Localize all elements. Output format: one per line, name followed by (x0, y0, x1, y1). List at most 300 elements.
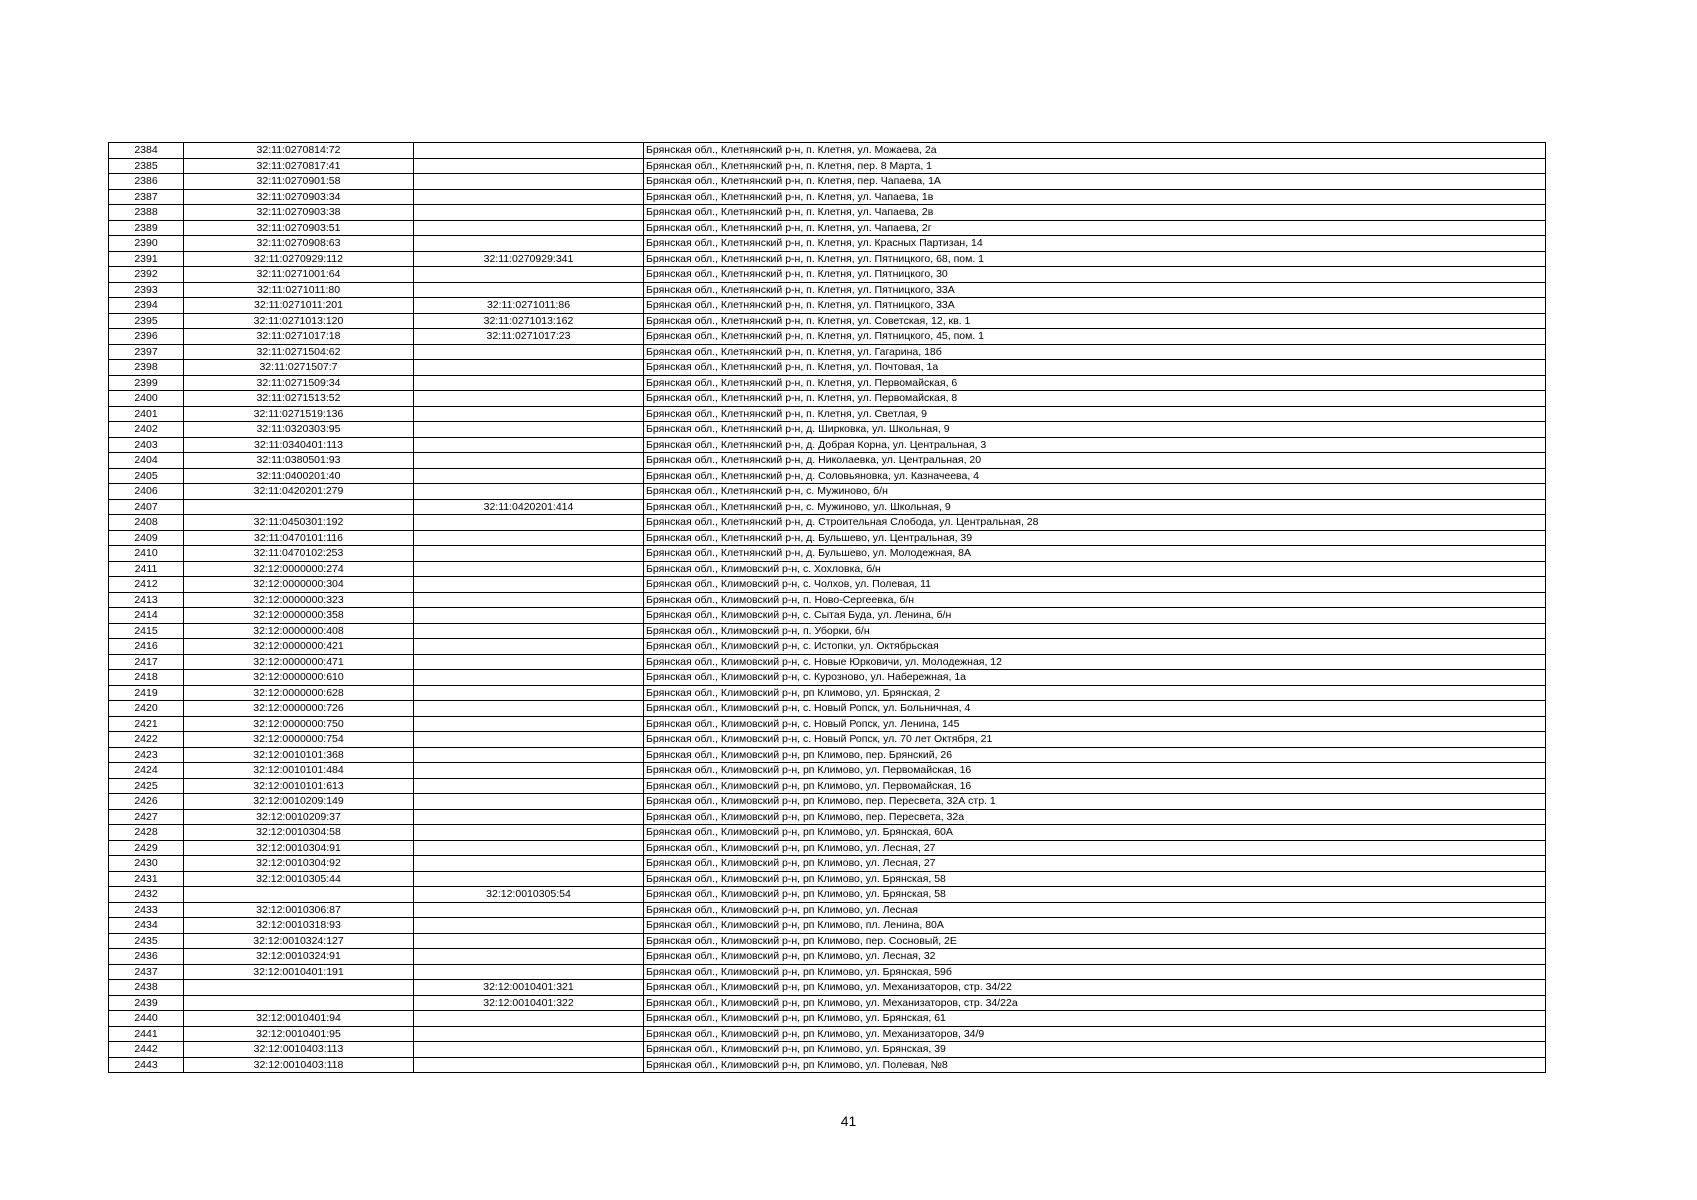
building-cadastral-number-cell (414, 515, 644, 531)
table-row (109, 391, 1546, 407)
address-cell: Брянская обл., Климовский р-н, рп Климово, пер. Пересвета, 32а (644, 809, 1546, 825)
table-row (109, 158, 1546, 174)
cadastral-number-cell: 32:11:0270903:51 (184, 220, 414, 236)
table-row (109, 453, 1546, 469)
building-cadastral-number-cell (414, 468, 644, 484)
cadastral-number-cell: 32:11:0271011:201 (184, 298, 414, 314)
table-row (109, 143, 1546, 159)
cadastral-number-cell: 32:12:0010324:127 (184, 933, 414, 949)
table-row (109, 561, 1546, 577)
address-cell: Брянская обл., Климовский р-н, рп Климово, ул. Брянская, 58 (644, 871, 1546, 887)
row-number-cell: 2439 (109, 995, 184, 1011)
table-row (109, 406, 1546, 422)
row-number-cell: 2435 (109, 933, 184, 949)
table-row (109, 654, 1546, 670)
cadastral-number-cell: 32:12:0010324:91 (184, 949, 414, 965)
row-number-cell: 2426 (109, 794, 184, 810)
cadastral-number-cell: 32:11:0270817:41 (184, 158, 414, 174)
cadastral-number-cell: 32:12:0010401:191 (184, 964, 414, 980)
cadastral-number-cell: 32:12:0010304:92 (184, 856, 414, 872)
address-cell: Брянская обл., Клетнянский р-н, п. Клетня, ул. Можаева, 2а (644, 143, 1546, 159)
address-cell: Брянская обл., Климовский р-н, рп Климово, ул. Лесная, 27 (644, 840, 1546, 856)
address-cell: Брянская обл., Климовский р-н, рп Климово, ул. Брянская, 61 (644, 1011, 1546, 1027)
row-number-cell: 2440 (109, 1011, 184, 1027)
table-row (109, 530, 1546, 546)
address-cell: Брянская обл., Климовский р-н, рп Климово, пер. Брянский, 26 (644, 747, 1546, 763)
row-number-cell: 2420 (109, 701, 184, 717)
building-cadastral-number-cell (414, 670, 644, 686)
property-table (108, 142, 1546, 1073)
row-number-cell: 2425 (109, 778, 184, 794)
row-number-cell: 2412 (109, 577, 184, 593)
building-cadastral-number-cell (414, 747, 644, 763)
building-cadastral-number-cell (414, 220, 644, 236)
row-number-cell: 2414 (109, 608, 184, 624)
building-cadastral-number-cell (414, 763, 644, 779)
row-number-cell: 2437 (109, 964, 184, 980)
building-cadastral-number-cell (414, 453, 644, 469)
building-cadastral-number-cell: 32:11:0271017:23 (414, 329, 644, 345)
table-row (109, 344, 1546, 360)
building-cadastral-number-cell (414, 1042, 644, 1058)
building-cadastral-number-cell: 32:12:0010305:54 (414, 887, 644, 903)
row-number-cell: 2393 (109, 282, 184, 298)
building-cadastral-number-cell (414, 701, 644, 717)
cadastral-number-cell: 32:12:0010101:484 (184, 763, 414, 779)
building-cadastral-number-cell (414, 577, 644, 593)
table-row (109, 794, 1546, 810)
address-cell: Брянская обл., Климовский р-н, рп Климово, ул. Первомайская, 16 (644, 763, 1546, 779)
building-cadastral-number-cell: 32:11:0270929:341 (414, 251, 644, 267)
row-number-cell: 2416 (109, 639, 184, 655)
row-number-cell: 2399 (109, 375, 184, 391)
cadastral-number-cell: 32:11:0400201:40 (184, 468, 414, 484)
address-cell: Брянская обл., Клетнянский р-н, п. Клетня, пер. 8 Марта, 1 (644, 158, 1546, 174)
cadastral-number-cell: 32:12:0000000:304 (184, 577, 414, 593)
building-cadastral-number-cell (414, 267, 644, 283)
address-cell: Брянская обл., Клетнянский р-н, п. Клетня, ул. Чапаева, 2г (644, 220, 1546, 236)
table-row (109, 856, 1546, 872)
table-row (109, 515, 1546, 531)
address-cell: Брянская обл., Клетнянский р-н, д. Строительная Слобода, ул. Центральная, 28 (644, 515, 1546, 531)
cadastral-number-cell: 32:12:0010306:87 (184, 902, 414, 918)
cadastral-number-cell: 32:12:0010209:37 (184, 809, 414, 825)
cadastral-number-cell: 32:12:0000000:408 (184, 623, 414, 639)
address-cell: Брянская обл., Климовский р-н, п. Ново-Сергеевка, б/н (644, 592, 1546, 608)
address-cell: Брянская обл., Клетнянский р-н, п. Клетня, ул. Пятницкого, 33А (644, 298, 1546, 314)
address-cell: Брянская обл., Климовский р-н, с. Хохловка, б/н (644, 561, 1546, 577)
table-row (109, 949, 1546, 965)
address-cell: Брянская обл., Климовский р-н, рп Климово, пл. Ленина, 80А (644, 918, 1546, 934)
building-cadastral-number-cell: 32:11:0420201:414 (414, 499, 644, 515)
building-cadastral-number-cell (414, 840, 644, 856)
row-number-cell: 2419 (109, 685, 184, 701)
table-row (109, 763, 1546, 779)
page-number: 41 (840, 1113, 857, 1129)
table-row (109, 871, 1546, 887)
building-cadastral-number-cell (414, 158, 644, 174)
cadastral-number-cell: 32:11:0271017:18 (184, 329, 414, 345)
table-row (109, 701, 1546, 717)
building-cadastral-number-cell (414, 825, 644, 841)
cadastral-number-cell: 32:12:0000000:323 (184, 592, 414, 608)
cadastral-number-cell: 32:11:0270908:63 (184, 236, 414, 252)
table-row (109, 577, 1546, 593)
row-number-cell: 2385 (109, 158, 184, 174)
building-cadastral-number-cell (414, 546, 644, 562)
row-number-cell: 2408 (109, 515, 184, 531)
building-cadastral-number-cell: 32:11:0271011:86 (414, 298, 644, 314)
building-cadastral-number-cell: 32:12:0010401:322 (414, 995, 644, 1011)
cadastral-number-cell: 32:11:0271011:80 (184, 282, 414, 298)
cadastral-number-cell: 32:11:0270903:34 (184, 189, 414, 205)
cadastral-number-cell: 32:12:0010403:118 (184, 1057, 414, 1073)
building-cadastral-number-cell: 32:11:0271013:162 (414, 313, 644, 329)
row-number-cell: 2433 (109, 902, 184, 918)
address-cell: Брянская обл., Клетнянский р-н, д. Соловьяновка, ул. Казначеева, 4 (644, 468, 1546, 484)
address-cell: Брянская обл., Климовский р-н, рп Климово, ул. Полевая, №8 (644, 1057, 1546, 1073)
address-cell: Брянская обл., Клетнянский р-н, п. Клетня, ул. Красных Партизан, 14 (644, 236, 1546, 252)
table-row (109, 809, 1546, 825)
building-cadastral-number-cell (414, 623, 644, 639)
building-cadastral-number-cell (414, 716, 644, 732)
table-row (109, 902, 1546, 918)
cadastral-number-cell: 32:12:0010401:95 (184, 1026, 414, 1042)
row-number-cell: 2428 (109, 825, 184, 841)
cadastral-number-cell (184, 980, 414, 996)
row-number-cell: 2391 (109, 251, 184, 267)
address-cell: Брянская обл., Климовский р-н, с. Сытая Буда, ул. Ленина, б/н (644, 608, 1546, 624)
address-cell: Брянская обл., Клетнянский р-н, п. Клетня, ул. Чапаева, 1в (644, 189, 1546, 205)
cadastral-number-cell: 32:12:0000000:726 (184, 701, 414, 717)
row-number-cell: 2421 (109, 716, 184, 732)
cadastral-number-cell: 32:12:0010403:113 (184, 1042, 414, 1058)
table-row (109, 825, 1546, 841)
cadastral-number-cell: 32:11:0271001:64 (184, 267, 414, 283)
cadastral-number-cell: 32:11:0271013:120 (184, 313, 414, 329)
building-cadastral-number-cell (414, 205, 644, 221)
row-number-cell: 2442 (109, 1042, 184, 1058)
building-cadastral-number-cell (414, 654, 644, 670)
building-cadastral-number-cell (414, 530, 644, 546)
building-cadastral-number-cell (414, 1011, 644, 1027)
row-number-cell: 2403 (109, 437, 184, 453)
cadastral-number-cell: 32:11:0270929:112 (184, 251, 414, 267)
cadastral-number-cell (184, 887, 414, 903)
cadastral-number-cell: 32:12:0000000:358 (184, 608, 414, 624)
row-number-cell: 2422 (109, 732, 184, 748)
address-cell: Брянская обл., Клетнянский р-н, п. Клетня, ул. Гагарина, 18б (644, 344, 1546, 360)
cadastral-number-cell: 32:11:0271507:7 (184, 360, 414, 376)
row-number-cell: 2441 (109, 1026, 184, 1042)
building-cadastral-number-cell (414, 561, 644, 577)
table-row (109, 685, 1546, 701)
address-cell: Брянская обл., Клетнянский р-н, с. Мужиново, ул. Школьная, 9 (644, 499, 1546, 515)
cadastral-number-cell: 32:12:0000000:421 (184, 639, 414, 655)
address-cell: Брянская обл., Клетнянский р-н, п. Клетня, ул. Пятницкого, 33А (644, 282, 1546, 298)
address-cell: Брянская обл., Климовский р-н, с. Курозново, ул. Набережная, 1а (644, 670, 1546, 686)
table-row (109, 546, 1546, 562)
address-cell: Брянская обл., Климовский р-н, с. Истопки, ул. Октябрьская (644, 639, 1546, 655)
building-cadastral-number-cell (414, 639, 644, 655)
address-cell: Брянская обл., Климовский р-н, рп Климово, ул. Механизаторов, 34/9 (644, 1026, 1546, 1042)
row-number-cell: 2409 (109, 530, 184, 546)
row-number-cell: 2431 (109, 871, 184, 887)
address-cell: Брянская обл., Климовский р-н, рп Климово, ул. Брянская, 2 (644, 685, 1546, 701)
row-number-cell: 2395 (109, 313, 184, 329)
building-cadastral-number-cell (414, 143, 644, 159)
cadastral-number-cell: 32:12:0000000:471 (184, 654, 414, 670)
table-row (109, 437, 1546, 453)
building-cadastral-number-cell (414, 189, 644, 205)
row-number-cell: 2396 (109, 329, 184, 345)
address-cell: Брянская обл., Климовский р-н, рп Климово, пер. Пересвета, 32А стр. 1 (644, 794, 1546, 810)
table-row (109, 778, 1546, 794)
address-cell: Брянская обл., Климовский р-н, рп Климово, ул. Брянская, 58 (644, 887, 1546, 903)
address-cell: Брянская обл., Клетнянский р-н, п. Клетня, ул. Чапаева, 2в (644, 205, 1546, 221)
row-number-cell: 2407 (109, 499, 184, 515)
building-cadastral-number-cell (414, 902, 644, 918)
row-number-cell: 2415 (109, 623, 184, 639)
table-row (109, 964, 1546, 980)
building-cadastral-number-cell (414, 484, 644, 500)
address-cell: Брянская обл., Клетнянский р-н, д. Бульшево, ул. Центральная, 39 (644, 530, 1546, 546)
building-cadastral-number-cell (414, 608, 644, 624)
building-cadastral-number-cell (414, 856, 644, 872)
address-cell: Брянская обл., Клетнянский р-н, п. Клетня, ул. Советская, 12, кв. 1 (644, 313, 1546, 329)
cadastral-number-cell: 32:11:0270903:38 (184, 205, 414, 221)
address-cell: Брянская обл., Клетнянский р-н, д. Бульшево, ул. Молодежная, 8А (644, 546, 1546, 562)
row-number-cell: 2413 (109, 592, 184, 608)
building-cadastral-number-cell (414, 778, 644, 794)
cadastral-number-cell: 32:11:0270901:58 (184, 174, 414, 190)
table-row (109, 422, 1546, 438)
building-cadastral-number-cell (414, 964, 644, 980)
address-cell: Брянская обл., Клетнянский р-н, п. Клетня, ул. Пятницкого, 68, пом. 1 (644, 251, 1546, 267)
cadastral-number-cell (184, 499, 414, 515)
table-row (109, 189, 1546, 205)
cadastral-number-cell: 32:11:0320303:95 (184, 422, 414, 438)
row-number-cell: 2404 (109, 453, 184, 469)
address-cell: Брянская обл., Клетнянский р-н, д. Ширковка, ул. Школьная, 9 (644, 422, 1546, 438)
building-cadastral-number-cell (414, 375, 644, 391)
table-row (109, 747, 1546, 763)
table-row (109, 329, 1546, 345)
table-row (109, 592, 1546, 608)
cadastral-number-cell: 32:11:0470101:116 (184, 530, 414, 546)
table-row (109, 840, 1546, 856)
table-row (109, 484, 1546, 500)
table-row (109, 623, 1546, 639)
address-cell: Брянская обл., Климовский р-н, с. Новый Ропск, ул. Больничная, 4 (644, 701, 1546, 717)
building-cadastral-number-cell (414, 871, 644, 887)
row-number-cell: 2392 (109, 267, 184, 283)
building-cadastral-number-cell (414, 592, 644, 608)
building-cadastral-number-cell (414, 809, 644, 825)
row-number-cell: 2389 (109, 220, 184, 236)
row-number-cell: 2427 (109, 809, 184, 825)
cadastral-number-cell: 32:12:0000000:754 (184, 732, 414, 748)
building-cadastral-number-cell: 32:12:0010401:321 (414, 980, 644, 996)
table-row (109, 980, 1546, 996)
building-cadastral-number-cell (414, 918, 644, 934)
address-cell: Брянская обл., Климовский р-н, рп Климово, ул. Брянская, 39 (644, 1042, 1546, 1058)
cadastral-number-cell: 32:12:0000000:750 (184, 716, 414, 732)
cadastral-number-cell: 32:11:0271504:62 (184, 344, 414, 360)
cadastral-number-cell: 32:12:0010209:149 (184, 794, 414, 810)
cadastral-number-cell: 32:11:0271519:136 (184, 406, 414, 422)
address-cell: Брянская обл., Климовский р-н, рп Климово, ул. Первомайская, 16 (644, 778, 1546, 794)
table-row (109, 468, 1546, 484)
row-number-cell: 2424 (109, 763, 184, 779)
cadastral-number-cell: 32:12:0010401:94 (184, 1011, 414, 1027)
building-cadastral-number-cell (414, 360, 644, 376)
row-number-cell: 2432 (109, 887, 184, 903)
building-cadastral-number-cell (414, 1057, 644, 1073)
row-number-cell: 2384 (109, 143, 184, 159)
cadastral-number-cell: 32:12:0000000:628 (184, 685, 414, 701)
table-row (109, 499, 1546, 515)
table-row (109, 933, 1546, 949)
row-number-cell: 2411 (109, 561, 184, 577)
cadastral-number-cell: 32:12:0010101:368 (184, 747, 414, 763)
row-number-cell: 2430 (109, 856, 184, 872)
table-row (109, 205, 1546, 221)
building-cadastral-number-cell (414, 344, 644, 360)
building-cadastral-number-cell (414, 174, 644, 190)
address-cell: Брянская обл., Климовский р-н, с. Новый Ропск, ул. 70 лет Октября, 21 (644, 732, 1546, 748)
table-row (109, 282, 1546, 298)
table-row (109, 732, 1546, 748)
row-number-cell: 2405 (109, 468, 184, 484)
building-cadastral-number-cell (414, 406, 644, 422)
table-row (109, 1057, 1546, 1073)
row-number-cell: 2390 (109, 236, 184, 252)
row-number-cell: 2400 (109, 391, 184, 407)
building-cadastral-number-cell (414, 732, 644, 748)
cadastral-number-cell: 32:11:0270814:72 (184, 143, 414, 159)
table-row (109, 375, 1546, 391)
table-row (109, 313, 1546, 329)
address-cell: Брянская обл., Климовский р-н, с. Новый Ропск, ул. Ленина, 145 (644, 716, 1546, 732)
address-cell: Брянская обл., Клетнянский р-н, п. Клетня, ул. Пятницкого, 45, пом. 1 (644, 329, 1546, 345)
row-number-cell: 2398 (109, 360, 184, 376)
address-cell: Брянская обл., Климовский р-н, рп Климово, ул. Брянская, 59б (644, 964, 1546, 980)
address-cell: Брянская обл., Клетнянский р-н, с. Мужиново, б/н (644, 484, 1546, 500)
cadastral-number-cell: 32:12:0010305:44 (184, 871, 414, 887)
row-number-cell: 2406 (109, 484, 184, 500)
address-cell: Брянская обл., Климовский р-н, рп Климово, ул. Лесная, 27 (644, 856, 1546, 872)
row-number-cell: 2434 (109, 918, 184, 934)
table-row (109, 918, 1546, 934)
table-row (109, 267, 1546, 283)
building-cadastral-number-cell (414, 391, 644, 407)
address-cell: Брянская обл., Клетнянский р-н, п. Клетня, ул. Первомайская, 8 (644, 391, 1546, 407)
table-row (109, 887, 1546, 903)
table-row (109, 716, 1546, 732)
building-cadastral-number-cell (414, 794, 644, 810)
cadastral-number-cell: 32:11:0470102:253 (184, 546, 414, 562)
address-cell: Брянская обл., Климовский р-н, с. Новые Юрковичи, ул. Молодежная, 12 (644, 654, 1546, 670)
table-row (109, 1026, 1546, 1042)
row-number-cell: 2401 (109, 406, 184, 422)
building-cadastral-number-cell (414, 685, 644, 701)
table-row (109, 670, 1546, 686)
table-row (109, 236, 1546, 252)
cadastral-number-cell: 32:12:0000000:274 (184, 561, 414, 577)
cadastral-number-cell: 32:11:0271513:52 (184, 391, 414, 407)
building-cadastral-number-cell (414, 282, 644, 298)
row-number-cell: 2397 (109, 344, 184, 360)
address-cell: Брянская обл., Климовский р-н, рп Климово, ул. Механизаторов, стр. 34/22а (644, 995, 1546, 1011)
cadastral-number-cell: 32:11:0340401:113 (184, 437, 414, 453)
address-cell: Брянская обл., Климовский р-н, с. Чолхов, ул. Полевая, 11 (644, 577, 1546, 593)
address-cell: Брянская обл., Климовский р-н, рп Климово, ул. Лесная, 32 (644, 949, 1546, 965)
table-row (109, 174, 1546, 190)
cadastral-number-cell: 32:11:0420201:279 (184, 484, 414, 500)
address-cell: Брянская обл., Клетнянский р-н, д. Николаевка, ул. Центральная, 20 (644, 453, 1546, 469)
address-cell: Брянская обл., Климовский р-н, рп Климово, ул. Лесная (644, 902, 1546, 918)
table-row (109, 1011, 1546, 1027)
cadastral-number-cell: 32:12:0000000:610 (184, 670, 414, 686)
table-row (109, 298, 1546, 314)
building-cadastral-number-cell (414, 422, 644, 438)
table-row (109, 1042, 1546, 1058)
table-row (109, 995, 1546, 1011)
row-number-cell: 2436 (109, 949, 184, 965)
row-number-cell: 2417 (109, 654, 184, 670)
row-number-cell: 2394 (109, 298, 184, 314)
row-number-cell: 2410 (109, 546, 184, 562)
table-row (109, 639, 1546, 655)
row-number-cell: 2438 (109, 980, 184, 996)
row-number-cell: 2388 (109, 205, 184, 221)
address-cell: Брянская обл., Клетнянский р-н, п. Клетня, ул. Пятницкого, 30 (644, 267, 1546, 283)
cadastral-number-cell: 32:12:0010304:91 (184, 840, 414, 856)
building-cadastral-number-cell (414, 437, 644, 453)
building-cadastral-number-cell (414, 949, 644, 965)
building-cadastral-number-cell (414, 236, 644, 252)
row-number-cell: 2418 (109, 670, 184, 686)
row-number-cell: 2402 (109, 422, 184, 438)
table-row (109, 608, 1546, 624)
cadastral-number-cell (184, 995, 414, 1011)
building-cadastral-number-cell (414, 1026, 644, 1042)
address-cell: Брянская обл., Клетнянский р-н, п. Клетня, ул. Первомайская, 6 (644, 375, 1546, 391)
address-cell: Брянская обл., Клетнянский р-н, п. Клетня, ул. Почтовая, 1а (644, 360, 1546, 376)
cadastral-number-cell: 32:11:0380501:93 (184, 453, 414, 469)
address-cell: Брянская обл., Климовский р-н, рп Климово, пер. Сосновый, 2Е (644, 933, 1546, 949)
address-cell: Брянская обл., Клетнянский р-н, п. Клетня, ул. Светлая, 9 (644, 406, 1546, 422)
table-row (109, 220, 1546, 236)
row-number-cell: 2386 (109, 174, 184, 190)
address-cell: Брянская обл., Климовский р-н, п. Уборки, б/н (644, 623, 1546, 639)
address-cell: Брянская обл., Клетнянский р-н, д. Добрая Корна, ул. Центральная, 3 (644, 437, 1546, 453)
cadastral-number-cell: 32:11:0450301:192 (184, 515, 414, 531)
cadastral-number-cell: 32:11:0271509:34 (184, 375, 414, 391)
property-table-body (109, 143, 1546, 1073)
cadastral-number-cell: 32:12:0010318:93 (184, 918, 414, 934)
cadastral-number-cell: 32:12:0010304:58 (184, 825, 414, 841)
table-row (109, 251, 1546, 267)
table-row (109, 360, 1546, 376)
row-number-cell: 2429 (109, 840, 184, 856)
address-cell: Брянская обл., Клетнянский р-н, п. Клетня, пер. Чапаева, 1А (644, 174, 1546, 190)
building-cadastral-number-cell (414, 933, 644, 949)
cadastral-number-cell: 32:12:0010101:613 (184, 778, 414, 794)
row-number-cell: 2387 (109, 189, 184, 205)
address-cell: Брянская обл., Климовский р-н, рп Климово, ул. Брянская, 60А (644, 825, 1546, 841)
